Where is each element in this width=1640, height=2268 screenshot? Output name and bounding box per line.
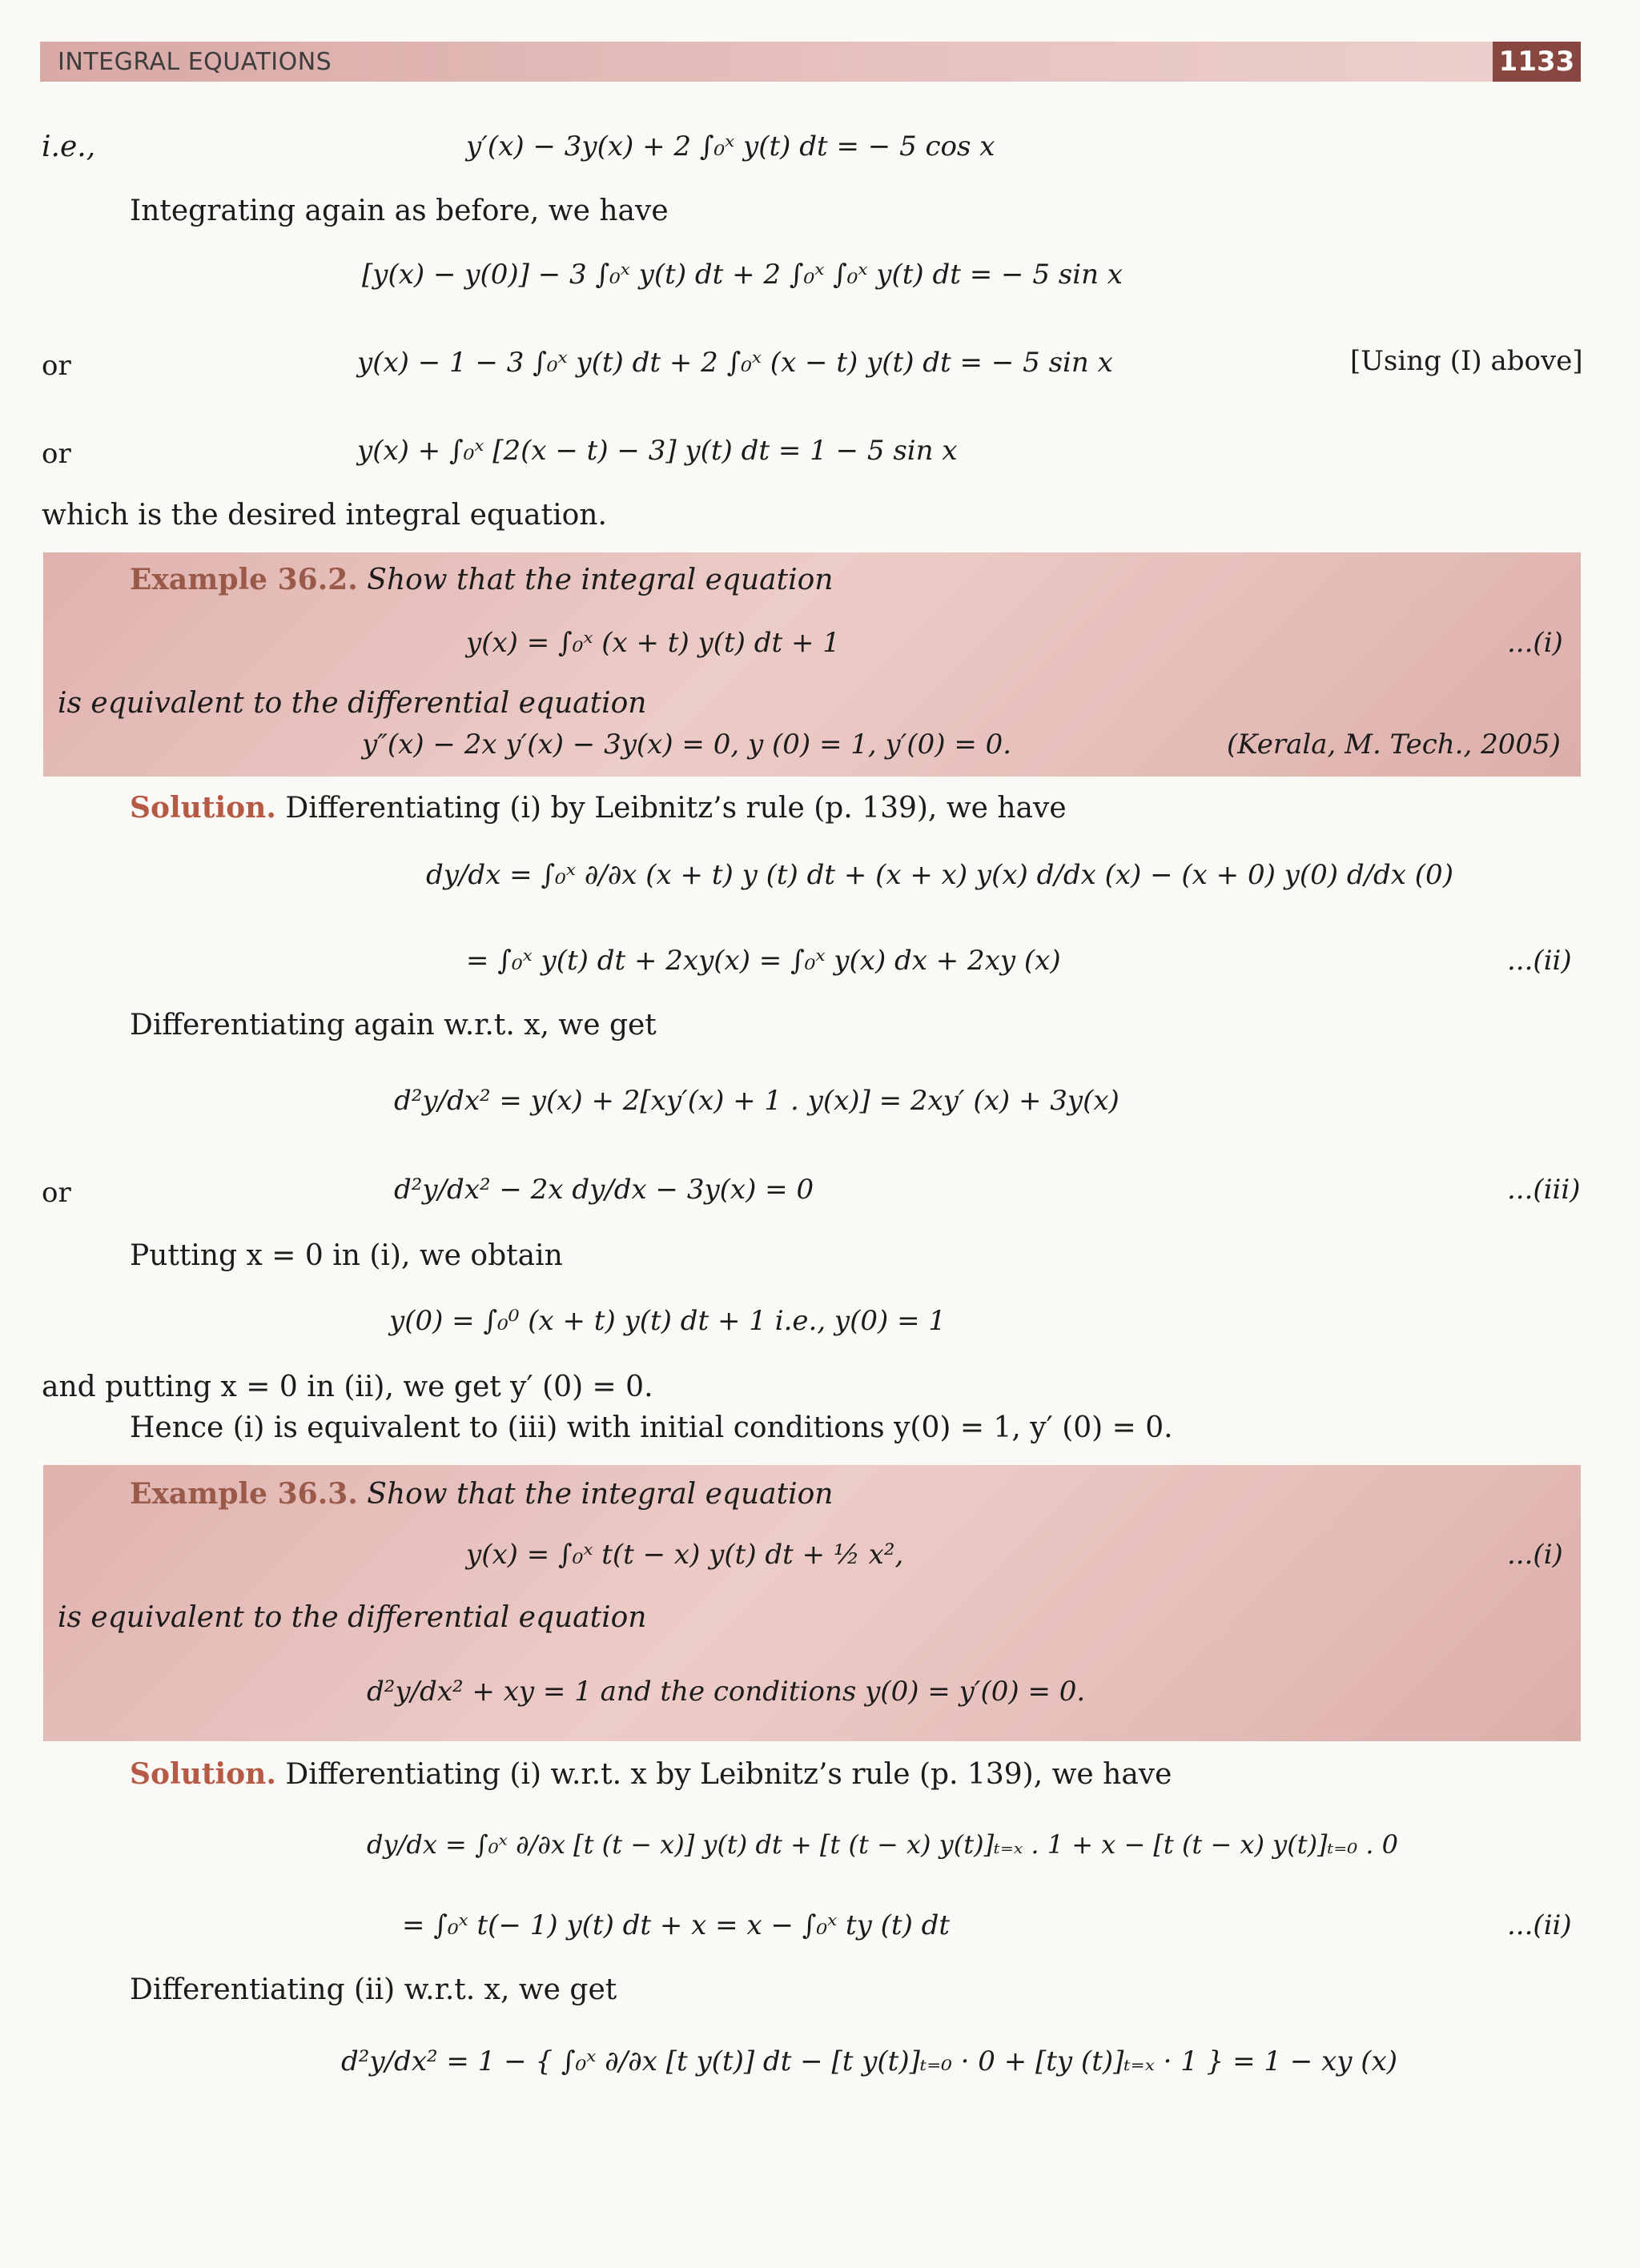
solution-36-2-label: Solution. — [130, 791, 276, 825]
example-36-3-statement: Example 36.3. Show that the integral equation — [130, 1477, 834, 1511]
solution-36-3-diff-text: Differentiating (ii) w.r.t. x, we get — [130, 1973, 617, 2006]
example-36-3-diff-eq: d²y/dx² + xy = 1 and the conditions y(0) = y′(0) = 0. — [367, 1676, 1086, 1708]
or-label-1: or — [42, 350, 71, 382]
header-title: INTEGRAL EQUATIONS — [58, 48, 332, 76]
page-number: 1133 — [1493, 42, 1581, 82]
example-36-2-equiv-text: is equivalent to the differential equation — [58, 687, 647, 720]
example-36-2-label: Example 36.2. — [130, 563, 358, 596]
or-label-3: or — [42, 1177, 71, 1209]
equation-top-2: [y(x) − y(0)] − 3 ∫₀ˣ y(t) dt + 2 ∫₀ˣ ∫₀ˣ y(t) dt = − 5 sin x — [362, 259, 1123, 291]
solution-36-2-eq3: d²y/dx² = y(x) + 2[xy′(x) + 1 . y(x)] = 2xy′ (x) + 3y(x) — [394, 1085, 1119, 1117]
solution-36-3-eq1: dy/dx = ∫₀ˣ ∂/∂x [t (t − x)] y(t) dt + [t (t − x) y(t)]ₜ₌ₓ . 1 + x − [t (t − x) y(t)]ₜ₌₀ . 0 — [367, 1829, 1399, 1860]
solution-36-3-eq2: = ∫₀ˣ t(− 1) y(t) dt + x = x − ∫₀ˣ ty (t) dt — [402, 1909, 951, 1941]
or-label-2: or — [42, 438, 71, 470]
integrating-text: Integrating again as before, we have — [130, 195, 669, 227]
example-36-2-tag: ...(i) — [1507, 627, 1563, 659]
example-36-2-diff-eq: y″(x) − 2x y′(x) − 3y(x) = 0, y (0) = 1, y′(0) = 0. — [362, 729, 1012, 761]
example-36-3-label: Example 36.3. — [130, 1477, 358, 1511]
solution-36-3-eq3: d²y/dx² = 1 − { ∫₀ˣ ∂/∂x [t y(t)] dt − [t y(t)]ₜ₌₀ · 0 + [ty (t)]ₜ₌ₓ · 1 } = 1 − xy (x) — [341, 2045, 1398, 2077]
equation-top-1: y′(x) − 3y(x) + 2 ∫₀ˣ y(t) dt = − 5 cos x — [466, 130, 995, 163]
running-header — [40, 42, 1581, 82]
using-note: [Using (I) above] — [1350, 345, 1583, 377]
solution-36-2-again-text: Differentiating again w.r.t. x, we get — [130, 1009, 657, 1042]
example-36-2-equation: y(x) = ∫₀ˣ (x + t) y(t) dt + 1 — [466, 627, 840, 659]
solution-36-2-hence: Hence (i) is equivalent to (iii) with initial conditions y(0) = 1, y′ (0) = 0. — [130, 1411, 1173, 1444]
solution-36-3-tag-ii: ...(ii) — [1507, 1909, 1572, 1941]
desired-text: which is the desired integral equation. — [42, 499, 607, 532]
example-36-3-tag: ...(i) — [1507, 1539, 1563, 1571]
solution-36-2-putting-text: Putting x = 0 in (i), we obtain — [130, 1239, 563, 1272]
solution-36-2-tag-ii: ...(ii) — [1507, 945, 1572, 977]
solution-36-2-intro: Solution. Differentiating (i) by Leibnitz’s rule (p. 139), we have — [130, 791, 1067, 825]
solution-36-2-eq2: = ∫₀ˣ y(t) dt + 2xy(x) = ∫₀ˣ y(x) dx + 2xy (x) — [466, 945, 1061, 977]
solution-36-3-label: Solution. — [130, 1757, 276, 1791]
solution-36-2-eq4: d²y/dx² − 2x dy/dx − 3y(x) = 0 — [394, 1174, 814, 1206]
example-36-2-source: (Kerala, M. Tech., 2005) — [1227, 729, 1561, 761]
ie-label: i.e., — [42, 130, 96, 163]
solution-36-2-eq5: y(0) = ∫₀⁰ (x + t) y(t) dt + 1 i.e., y(0) = 1 — [389, 1305, 947, 1337]
solution-36-2-and-putting: and putting x = 0 in (ii), we get y′ (0) = 0. — [42, 1371, 653, 1403]
solution-36-2-tag-iii: ...(iii) — [1507, 1174, 1581, 1206]
solution-36-3-intro: Solution. Differentiating (i) w.r.t. x by Leibnitz’s rule (p. 139), we have — [130, 1757, 1172, 1791]
example-36-3-equiv-text: is equivalent to the differential equation — [58, 1601, 647, 1634]
equation-top-3: y(x) − 1 − 3 ∫₀ˣ y(t) dt + 2 ∫₀ˣ (x − t) y(t) dt = − 5 sin x — [357, 347, 1113, 379]
example-36-2-statement: Example 36.2. Show that the integral equation — [130, 563, 834, 596]
solution-36-2-eq1: dy/dx = ∫₀ˣ ∂/∂x (x + t) y (t) dt + (x + x) y(x) d/dx (x) − (x + 0) y(0) d/dx (0) — [426, 859, 1453, 891]
example-36-3-equation: y(x) = ∫₀ˣ t(t − x) y(t) dt + ½ x², — [466, 1539, 904, 1571]
equation-top-4: y(x) + ∫₀ˣ [2(x − t) − 3] y(t) dt = 1 − 5 sin x — [357, 435, 958, 467]
